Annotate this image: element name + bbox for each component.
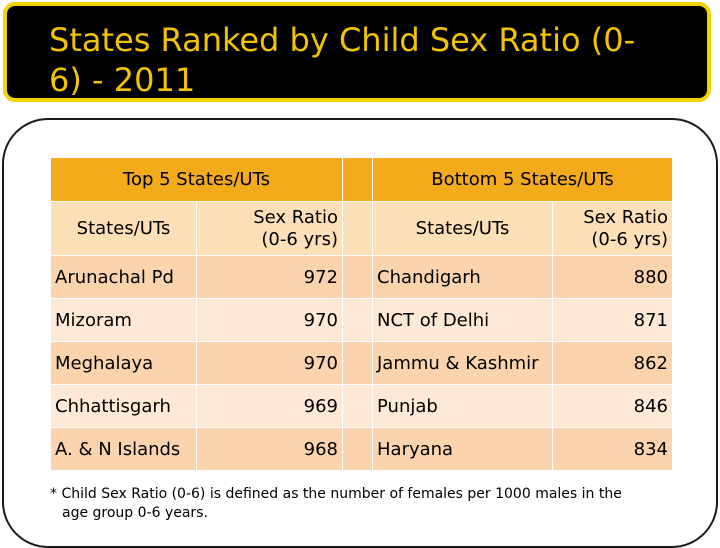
title-banner [3, 2, 711, 102]
table-row [51, 385, 673, 428]
table-row [51, 256, 673, 299]
top-state-cell: A. & N Islands [51, 428, 197, 471]
ratio-header-line-1: Sex Ratio [583, 206, 669, 228]
spacer-cell [343, 202, 373, 256]
spacer-cell [343, 256, 373, 299]
bottom-ratio-cell: 862 [553, 342, 673, 385]
spacer-cell [343, 299, 373, 342]
ratio-header-line-1: Sex Ratio [253, 206, 338, 228]
bottom-ratio-cell: 871 [553, 299, 673, 342]
top-state-col-header: States/UTs [51, 202, 197, 256]
group-header-row [51, 158, 673, 202]
footnote-line-2: age group 0-6 years. [62, 505, 208, 521]
bottom-state-cell: Jammu & Kashmir [373, 342, 553, 385]
top-ratio-col-header [197, 202, 343, 256]
bottom-ratio-cell: 834 [553, 428, 673, 471]
top-ratio-cell: 970 [197, 342, 343, 385]
slide-title [49, 20, 699, 100]
footnote [50, 485, 670, 523]
bottom-ratio-cell: 880 [553, 256, 673, 299]
ratio-header-line-2: (0-6 yrs) [261, 228, 338, 250]
title-line-2: 6) - 2011 [49, 61, 196, 99]
bottom-state-cell: NCT of Delhi [373, 299, 553, 342]
bottom-ratio-col-header [553, 202, 673, 256]
table-row [51, 428, 673, 471]
spacer-cell [343, 428, 373, 471]
top-state-cell: Meghalaya [51, 342, 197, 385]
table-row [51, 299, 673, 342]
top-state-cell: Mizoram [51, 299, 197, 342]
bottom-state-col-header: States/UTs [373, 202, 553, 256]
spacer-cell [343, 158, 373, 202]
sex-ratio-table [50, 157, 673, 471]
top-ratio-cell: 970 [197, 299, 343, 342]
ratio-header-line-2: (0-6 yrs) [591, 228, 669, 250]
bottom-group-header: Bottom 5 States/UTs [373, 158, 673, 202]
bottom-ratio-cell: 846 [553, 385, 673, 428]
bottom-state-cell: Chandigarh [373, 256, 553, 299]
column-header-row [51, 202, 673, 256]
bottom-state-cell: Haryana [373, 428, 553, 471]
title-line-1: States Ranked by Child Sex Ratio (0- [49, 21, 636, 59]
top-ratio-cell: 969 [197, 385, 343, 428]
top-state-cell: Chhattisgarh [51, 385, 197, 428]
top-state-cell: Arunachal Pd [51, 256, 197, 299]
bottom-state-cell: Punjab [373, 385, 553, 428]
top-ratio-cell: 972 [197, 256, 343, 299]
spacer-cell [343, 342, 373, 385]
table-row [51, 342, 673, 385]
top-group-header: Top 5 States/UTs [51, 158, 343, 202]
top-ratio-cell: 968 [197, 428, 343, 471]
spacer-cell [343, 385, 373, 428]
footnote-line-1: * Child Sex Ratio (0-6) is defined as the number of females per 1000 males in the [50, 486, 622, 502]
